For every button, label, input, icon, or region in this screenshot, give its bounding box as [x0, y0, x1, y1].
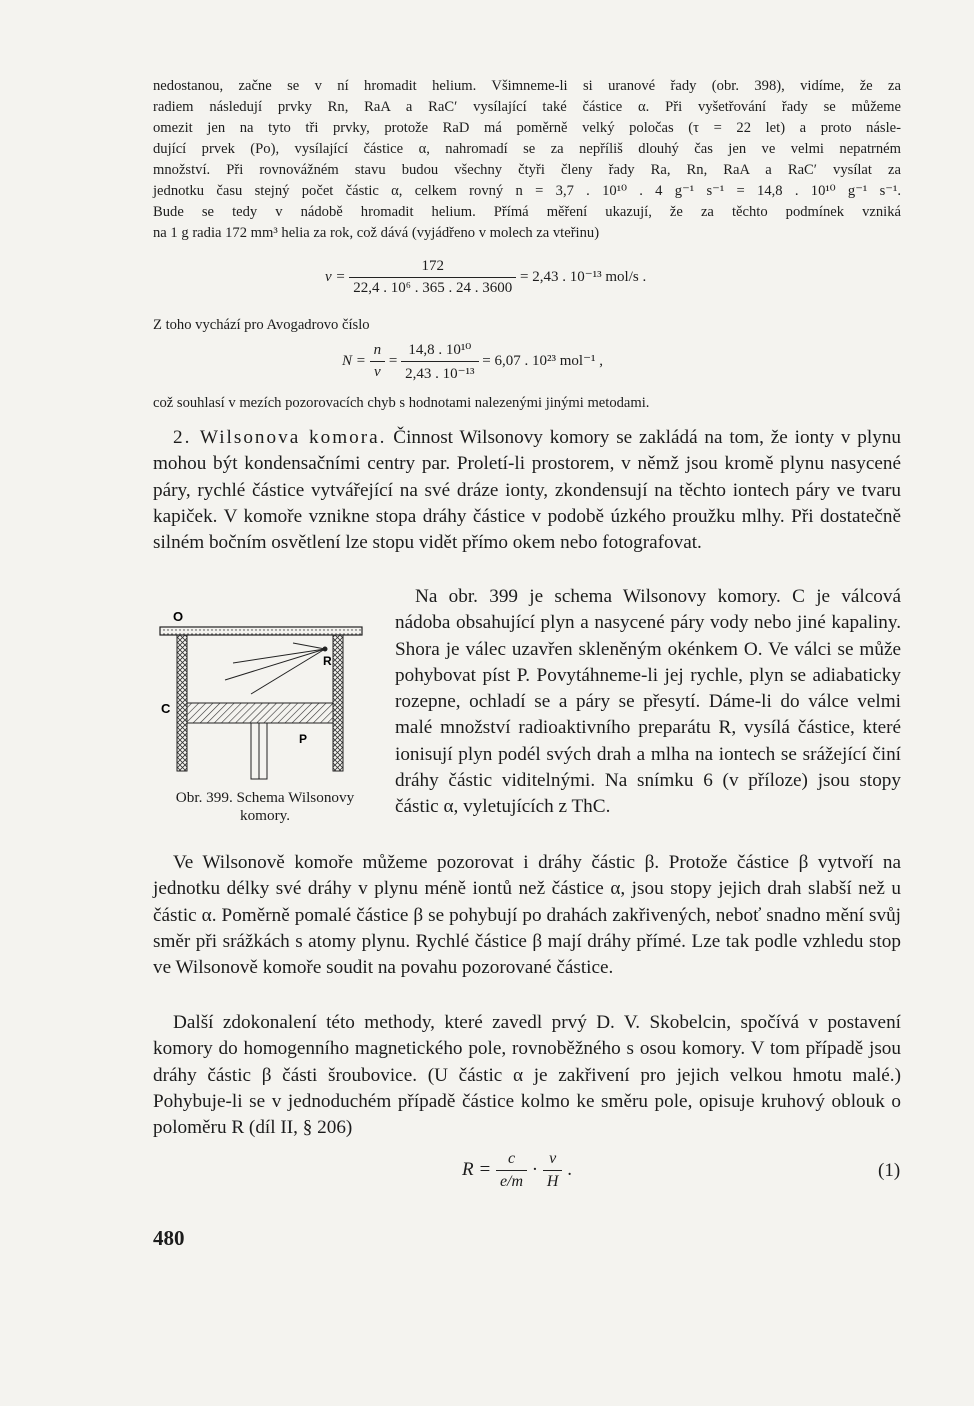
eq-fraction [496, 1150, 527, 1191]
eq-denominator: H [546, 1173, 559, 1190]
eq-lhs: R = [462, 1158, 492, 1180]
eq-denominator: 22,4 . 10⁶ . 365 . 24 . 3600 [353, 280, 513, 296]
equation-radius [462, 1150, 572, 1191]
page-number: 480 [153, 1226, 185, 1250]
wilson-chamber-diagram [155, 605, 370, 790]
section-heading: 2. Wilsonova komora. [173, 427, 387, 448]
equation-nu [325, 258, 646, 297]
section-text: Činnost Wilsonovy komory se zakládá na tom, že ionty v plynu mohou být kondensačními centry par. Proletí-li prostorem, v němž jsou kromě plynu nasycené páry, rychlé částice vytvářející na své dráze ionty, zkondensují na těchto iontech páry ve tvaru kapiček. V komoře vznikne stopa dráhy částice v podobě úzkého proužku mlhy. Při dostatečně silném bočním osvětlení lze stopu vidět přímo okem nebo fotografovat. [153, 427, 902, 554]
piston [187, 703, 333, 723]
label-p: P [299, 732, 308, 746]
text-line: množství. Při rovnovážném stavu budou všechny čtyři členy řady Ra, Rn, RaA a RaC′ vysílat za [153, 162, 901, 178]
particle-track [293, 643, 325, 649]
text-line: dující prvek (Po), vysílající částice α, nahromadí se za nepříliš dlouhý čas jen ve velmi nepatrném [153, 141, 901, 157]
eq-rhs: = 6,07 . 10²³ mol⁻¹ , [482, 352, 603, 369]
paragraph-skobelcin: Další zdokonalení této methody, které zavedl prvý D. V. Skobelcin, spočívá v postavení komory do homogenního magnetického pole, rovnoběžného s osou komory. V tom případě jsou dráhy částic β části šroubovice. (U částic α je zakřivení pro jejich velkou hmotu malé.) Pohybuje-li se v jednoduchém případě částice kolmo ke směru pole, opisuje kruhový oblouk o poloměru R (díl II, § 206) [153, 1012, 901, 1139]
cylinder-wall-left [177, 635, 187, 771]
figure-side-paragraph: Na obr. 399 je schema Wilsonovy komory. C je válcová nádoba obsahující plyn a nasycené páry vody nebo jiné kapaliny. Shora je válec uzavřen skleněným okénkem O. Ve válci se může pohybovat píst P. Povytáhneme-li jej rychle, plyn se adiabaticky rozepne, ochladí se a páry se přesytí. Dáme-li do válce velmi malé množství radioaktivního preparátu R, vysílá částice, které ionisují plyn podél svých drah a mlha na iontech se srážející činí dráhy částic viditelnými. Na snímku 6 (v příloze) jsou stopy částic α, vyletujících z ThC. [395, 586, 901, 818]
particle-track [225, 649, 325, 680]
eq-rhs: = 2,43 . 10⁻¹³ mol/s . [520, 268, 647, 285]
eq-numerator: c [496, 1150, 527, 1171]
eq-fraction [401, 340, 478, 383]
text-line: omezit jen na tyto tři prvky, protože RaD má poměrně velký poločas (τ = 22 let) a proto násle- [153, 120, 901, 136]
eq-numerator: 172 [349, 258, 516, 278]
eq-denominator: ν [374, 364, 381, 380]
label-c: C [161, 701, 171, 716]
section-paragraph [153, 425, 901, 556]
equation-avogadro [342, 340, 603, 383]
eq-lhs: N = [342, 352, 366, 369]
particle-track [233, 649, 325, 663]
glass-window [160, 627, 362, 635]
text-line: jednotku času stejný počet částic α, celkem rovný n = 3,7 . 10¹⁰ . 4 g⁻¹ s⁻¹ = 14,8 . 10¹⁰ g⁻¹ s⁻¹. [153, 183, 901, 199]
eq-denominator: e/m [499, 1173, 524, 1190]
text-line: na 1 g radia 172 mm³ helia za rok, což dává (vyjádřeno v molech za vteřinu) [153, 225, 600, 241]
label-o: O [173, 609, 184, 624]
figure-caption: Obr. 399. Schema Wilsonovy komory. [175, 789, 355, 824]
text-line: což souhlasí v mezích pozorovacích chyb s hodnotami nalezenými jinými metodami. [153, 395, 650, 411]
text-line: Bude se tedy v nádobě hromadit helium. Přímá měření ukazují, že za těchto podmínek vzniká [153, 204, 901, 220]
text-line: nedostanou, začne se v ní hromadit helium. Všimneme-li si uranové řady (obr. 398), vidíme, že za [153, 78, 901, 94]
text-line: Z toho vychází pro Avogadrovo číslo [153, 317, 370, 333]
eq-sign: = [388, 352, 398, 369]
cylinder-wall-right [333, 635, 343, 771]
label-r: R [323, 654, 332, 668]
eq-end: . [567, 1158, 572, 1180]
eq-numerator: n [370, 342, 386, 362]
eq-dot: · [531, 1158, 539, 1180]
text-line: radiem následují prvky Rn, RaA a RaC′ vysílající také částice α. Při vyšetřování řady se můžeme [153, 99, 901, 115]
eq-lhs: ν = [325, 268, 346, 285]
particle-track [251, 649, 325, 694]
eq-fraction [370, 342, 386, 381]
paragraph-beta: Ve Wilsonově komoře můžeme pozorovat i dráhy částic β. Protože částice β vytvoří na jednotku délky své dráhy v plynu méně iontů než částice α, jsou stopy jejich drah slabší než u částic α. Poměrně pomalé částice β se pohybují po drahách zakřivených, neboť snadno mění svůj směr při srážkách s atomy plynu. Rychlé částice β mají dráhy přímé. Lze tak podle vzhledu stop ve Wilsonově komoře soudit na povahu pozorované částice. [153, 852, 901, 979]
eq-numerator: 14,8 . 10¹⁰ [401, 340, 478, 362]
eq-denominator: 2,43 . 10⁻¹³ [405, 366, 475, 382]
eq-fraction [349, 258, 516, 297]
eq-numerator: v [543, 1150, 563, 1171]
eq-fraction [543, 1150, 563, 1191]
equation-number: (1) [878, 1160, 901, 1181]
